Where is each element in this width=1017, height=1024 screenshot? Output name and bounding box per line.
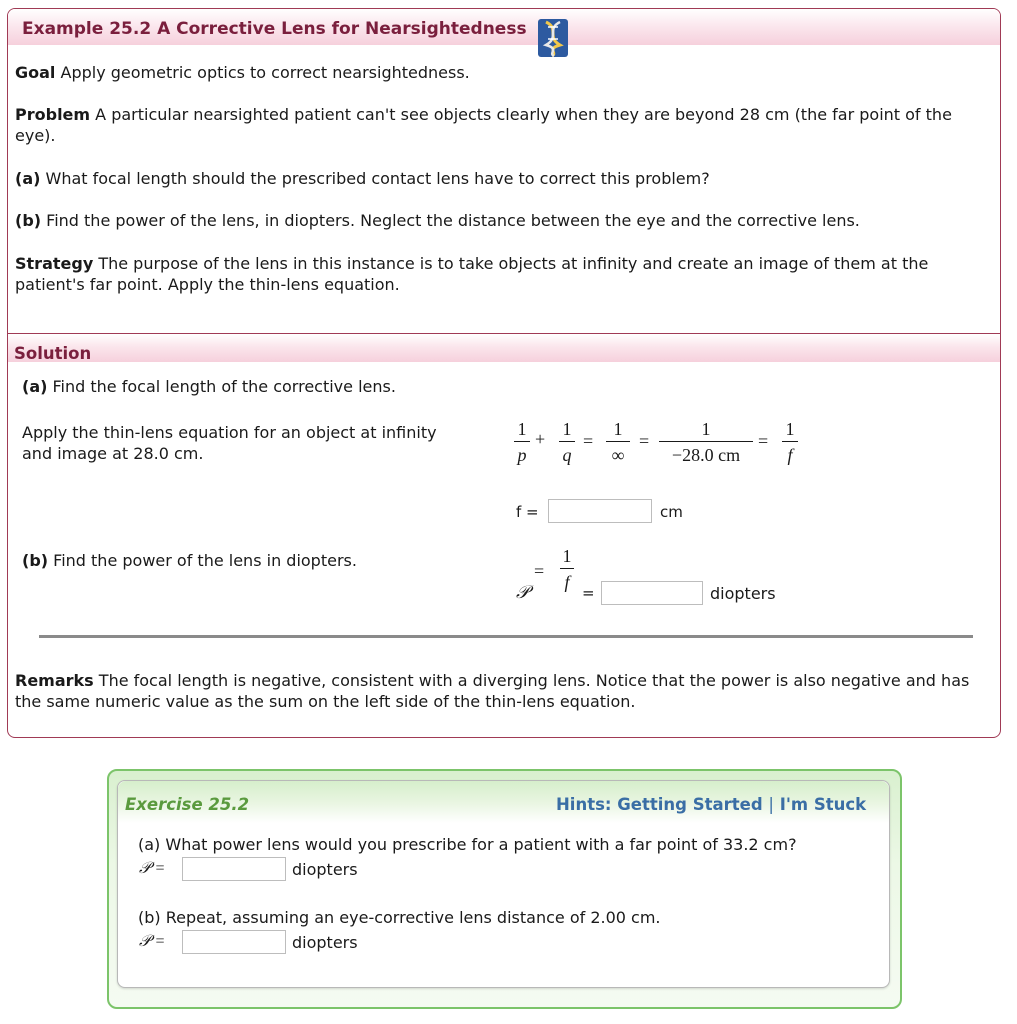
part-b-text: Find the power of the lens, in diopters. Neglect the distance between the eye and the corrective lens. [41, 211, 860, 230]
frac-1-over-f-power: 1 f [560, 546, 574, 592]
solution-title: Solution [14, 344, 92, 363]
remarks-paragraph [15, 670, 985, 712]
problem-label: Problem [15, 105, 91, 124]
exercise-title: Exercise 25.2 [125, 795, 250, 814]
step-b-text: Find the power of the lens in diopters. [48, 551, 357, 570]
exercise-power-label-a: 𝒫 = [139, 860, 166, 877]
strategy-label: Strategy [15, 254, 94, 273]
example-title: Example 25.2 A Corrective Lens for Nearsightedness [22, 19, 527, 39]
exercise-question-b: (b) Repeat, assuming an eye-corrective lens distance of 2.00 cm. [138, 908, 661, 927]
frac-1-over-infinity: 1 ∞ [606, 419, 630, 465]
hint-im-stuck-link[interactable]: I'm Stuck [779, 795, 867, 814]
part-a-text: What focal length should the prescribed contact lens have to correct this problem? [40, 169, 710, 188]
f-label: f = [516, 503, 539, 521]
part-b-label: (b) [15, 211, 42, 230]
power-equals-2: = [582, 584, 595, 602]
step-b-label: (b) [22, 551, 49, 570]
exercise-unit-b: diopters [292, 933, 358, 952]
exercise-question-a: (a) What power lens would you prescribe for a patient with a far point of 33.2 cm? [138, 835, 797, 854]
strategy-paragraph [15, 253, 985, 295]
step-a-label: (a) [22, 377, 48, 396]
apply-line-2: and image at 28.0 cm. [22, 444, 204, 463]
remarks-label: Remarks [15, 671, 94, 690]
frac-1-over-q: 1 q [559, 419, 575, 465]
strategy-text: The purpose of the lens in this instance is to take objects at infinity and create an image of them at the patient's far point. Apply the thin-lens equation. [15, 254, 929, 294]
equals-sign-3: = [758, 431, 769, 451]
power-unit: diopters [710, 584, 776, 603]
hints-bar [556, 795, 866, 814]
hint-getting-started-link[interactable]: Hints: Getting Started [556, 795, 763, 814]
goal-text: Apply geometric optics to correct nearsightedness. [55, 63, 470, 82]
power-symbol: 𝒫 [516, 582, 529, 602]
plus-sign: + [535, 429, 546, 449]
hint-separator: | [768, 795, 774, 814]
power-equals: = [534, 561, 545, 581]
f-unit: cm [660, 503, 683, 521]
remarks-text: The focal length is negative, consistent with a diverging lens. Notice that the power is also negative and has the same numeric value as the sum on the left side of the thin-lens equation. [15, 671, 970, 711]
grey-rule [39, 635, 973, 638]
exercise-power-label-b: 𝒫 = [139, 933, 166, 950]
step-a-text: Find the focal length of the corrective lens. [47, 377, 396, 396]
step-a-heading [22, 376, 992, 397]
apply-line-1: Apply the thin-lens equation for an object at infinity [22, 423, 437, 442]
part-b-paragraph [15, 210, 985, 231]
frac-1-over-f: 1 f [782, 419, 798, 465]
goal-label: Goal [15, 63, 56, 82]
dna-helix-icon [538, 19, 568, 61]
solution-header [8, 334, 1000, 362]
problem-paragraph [15, 104, 985, 146]
problem-text: A particular nearsighted patient can't see objects clearly when they are beyond 28 cm (the far point of the eye). [15, 105, 952, 145]
step-b-heading [22, 550, 992, 571]
apply-text [22, 422, 437, 464]
exercise-answer-a-input[interactable] [182, 857, 286, 881]
power-input[interactable] [601, 581, 703, 605]
exercise-answer-b-input[interactable] [182, 930, 286, 954]
equals-sign-2: = [639, 431, 650, 451]
goal-paragraph [15, 62, 985, 83]
exercise-unit-a: diopters [292, 860, 358, 879]
example-panel [7, 8, 1001, 738]
part-a-label: (a) [15, 169, 41, 188]
frac-1-over-p: 1 p [514, 419, 530, 465]
equals-sign-1: = [583, 431, 594, 451]
part-a-paragraph [15, 168, 985, 189]
frac-1-over-distance: 1 −28.0 cm [659, 419, 753, 465]
focal-length-input[interactable] [548, 499, 652, 523]
